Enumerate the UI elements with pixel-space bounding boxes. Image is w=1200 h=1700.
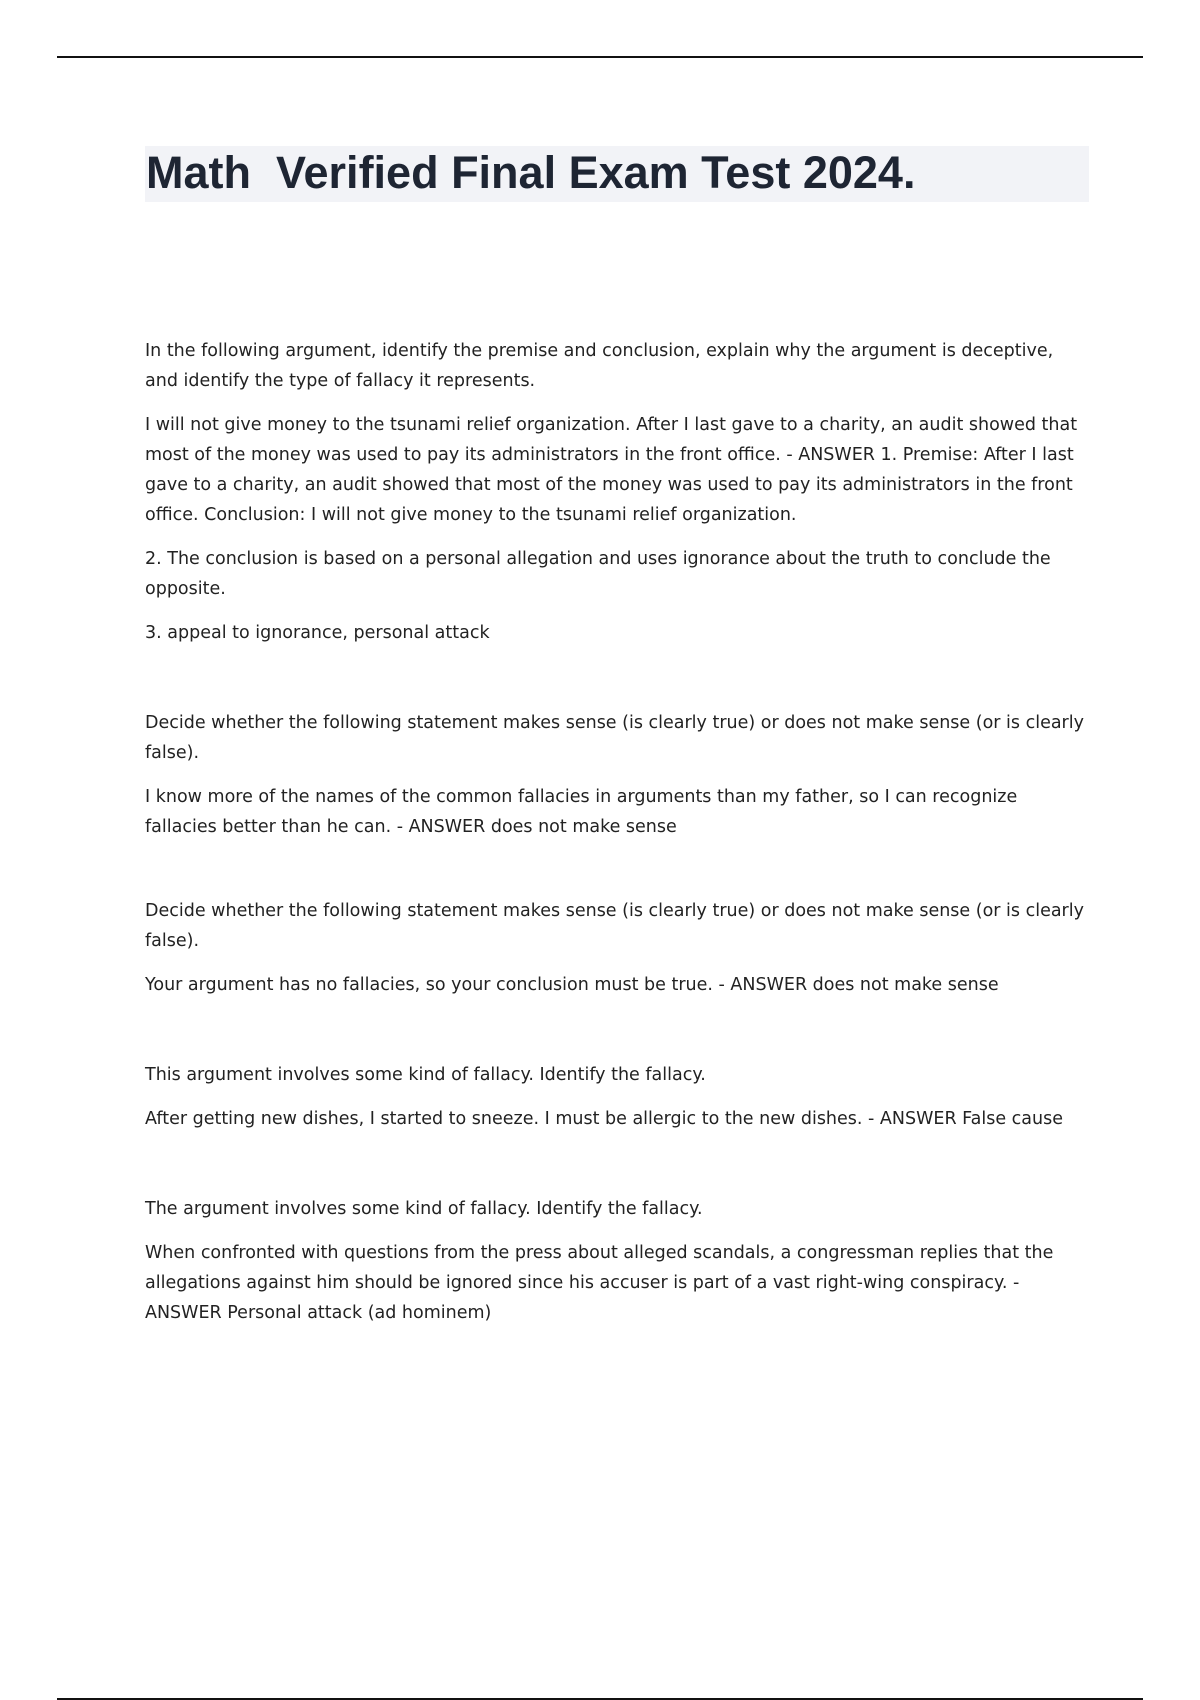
question-prompt: The argument involves some kind of fallacy. Identify the fallacy. <box>145 1199 703 1219</box>
spacer <box>145 1014 1089 1060</box>
question-prompt: This argument involves some kind of fallacy. Identify the fallacy. <box>145 1065 706 1085</box>
question-answer: Your argument has no fallacies, so your conclusion must be true. - ANSWER does not make sense <box>145 975 999 995</box>
question-block <box>145 896 1089 1000</box>
question-answer: I will not give money to the tsunami relief organization. After I last gave to a charity, an audit showed that most of the money was used to pay its administrators in the front office. - ANSWER 1. Premise: After I last gave to a charity, an audit showed that most of the money was used to pay its administrators in the front office. Conclusion: I will not give money to the tsunami relief organization. <box>145 415 1078 525</box>
question-prompt: In the following argument, identify the premise and conclusion, explain why the argument is deceptive, and identify the type of fallacy it represents. <box>145 341 1054 391</box>
question-block <box>145 1194 1089 1328</box>
question-prompt: Decide whether the following statement makes sense (is clearly true) or does not make sense (or is clearly false). <box>145 901 1084 951</box>
question-answer: When confronted with questions from the press about alleged scandals, a congressman replies that the allegations against him should be ignored since his accuser is part of a vast right-wing conspiracy. - ANSWER Personal attack (ad hominem) <box>145 1243 1054 1323</box>
question-answer: I know more of the names of the common fallacies in arguments than my father, so I can recognize fallacies better than he can. - ANSWER does not make sense <box>145 787 1018 837</box>
spacer <box>145 662 1089 708</box>
answer-point: 2. The conclusion is based on a personal allegation and uses ignorance about the truth to conclude the opposite. <box>145 549 1051 599</box>
question-block <box>145 1060 1089 1134</box>
question-block <box>145 336 1089 648</box>
document-body <box>145 336 1089 1342</box>
question-prompt: Decide whether the following statement makes sense (is clearly true) or does not make sense (or is clearly false). <box>145 713 1084 763</box>
answer-point: 3. appeal to ignorance, personal attack <box>145 623 490 643</box>
question-answer: After getting new dishes, I started to sneeze. I must be allergic to the new dishes. - ANSWER False cause <box>145 1109 1063 1129</box>
document-title: Math Verified Final Exam Test 2024. <box>146 147 916 198</box>
spacer <box>145 856 1089 896</box>
question-block <box>145 708 1089 842</box>
header-divider <box>57 56 1143 58</box>
spacer <box>145 1148 1089 1194</box>
